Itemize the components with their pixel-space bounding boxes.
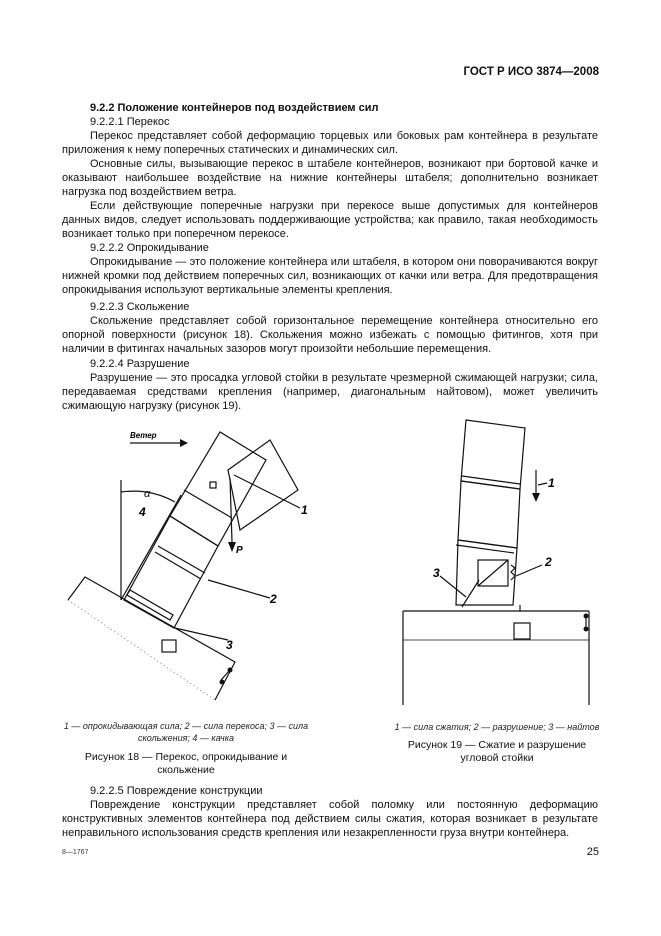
paragraph-sliding: Скольжение представляет собой горизонтальное перемещение контейнера относительно его опорной поверхности (рисунок 18). Скольжения можно избежать с помощью фитингов, хотя при наличии в фитингах начальных зазоров могут произойти небольшие перемещения. [62,315,598,356]
subsection-label-tipping: 9.2.2.2 Опрокидывание [90,242,209,254]
footer-code: 8—1767 [62,849,89,856]
subsection-label-damage: 9.2.2.5 Повреждение конструкции [90,785,263,797]
alpha-label: α [144,488,151,500]
subsection-label-skew: 9.2.2.1 Перекос [90,116,170,128]
fig18-number-1: 1 [301,503,308,517]
figure-18-diagram [0,420,330,710]
figure-19-diagram [380,415,610,710]
page-number: 25 [586,846,599,858]
paragraph-skew-definition: Перекос представляет собой деформацию торцевых или боковых рам контейнера в результате приложения к нему поперечных статических и динамических сил. [62,130,598,157]
wind-label: Ветер [130,431,157,440]
fig19-number-2: 2 [545,555,552,569]
paragraph-skew-supports: Если действующие поперечные нагрузки при перекосе выше допустимых для контейнеров данных видов, следует использовать поддерживающие устройства; как правило, такая необходимость возникает только при поперечном перекосе. [62,200,598,241]
figure-18-title: Рисунок 18 — Перекос, опрокидывание и скольжение [84,751,288,776]
figure-19-legend: 1 — сила сжатия; 2 — разрушение; 3 — найтов [394,722,600,732]
paragraph-damage: Повреждение конструкции представляет собой поломку или постоянную деформацию конструктивных элементов контейнера под действием силы сжатия, которая возникает в результате неправильного использования средств крепления или незакрепленности груза внутри контейнера. [62,799,598,840]
subsection-label-collapse: 9.2.2.4 Разрушение [90,358,190,370]
document-header: ГОСТ Р ИСО 3874—2008 [463,66,599,78]
section-heading: 9.2.2 Положение контейнеров под воздействием сил [90,102,379,114]
fig18-number-2: 2 [270,592,277,606]
figure-19-title: Рисунок 19 — Сжатие и разрушение угловой стойки [407,739,587,764]
subsection-label-sliding: 9.2.2.3 Скольжение [90,301,190,313]
fig18-number-4: 4 [139,505,146,519]
fig19-number-3: 3 [433,566,440,580]
figure-18-legend: 1 — опрокидывающая сила; 2 — сила перекоса; 3 — сила скольжения; 4 — качка [63,721,309,743]
paragraph-tipping: Опрокидывание — это положение контейнера или штабеля, в котором они поворачиваются вокруг нижней кромки под действием поперечных сил, возникающих от качки или ветра. Для предотвращения опрокидывания используют вертикальные элементы крепления. [62,256,598,297]
paragraph-collapse: Разрушение — это просадка угловой стойки в результате чрезмерной сжимающей нагрузки; сила, передаваемая средствами крепления (например, диагональным найтовом), может увеличить сжимающую нагрузку (рисунок 19). [62,372,598,413]
force-p-label: P [236,545,243,556]
fig19-number-1: 1 [548,476,555,490]
fig18-number-3: 3 [226,638,233,652]
paragraph-skew-forces: Основные силы, вызывающие перекос в штабеле контейнеров, возникают при бортовой качке и оказывают наибольшее воздействие на нижние контейнеры штабеля; дополнительно возникает нагрузка под воздействием ветра. [62,158,598,199]
